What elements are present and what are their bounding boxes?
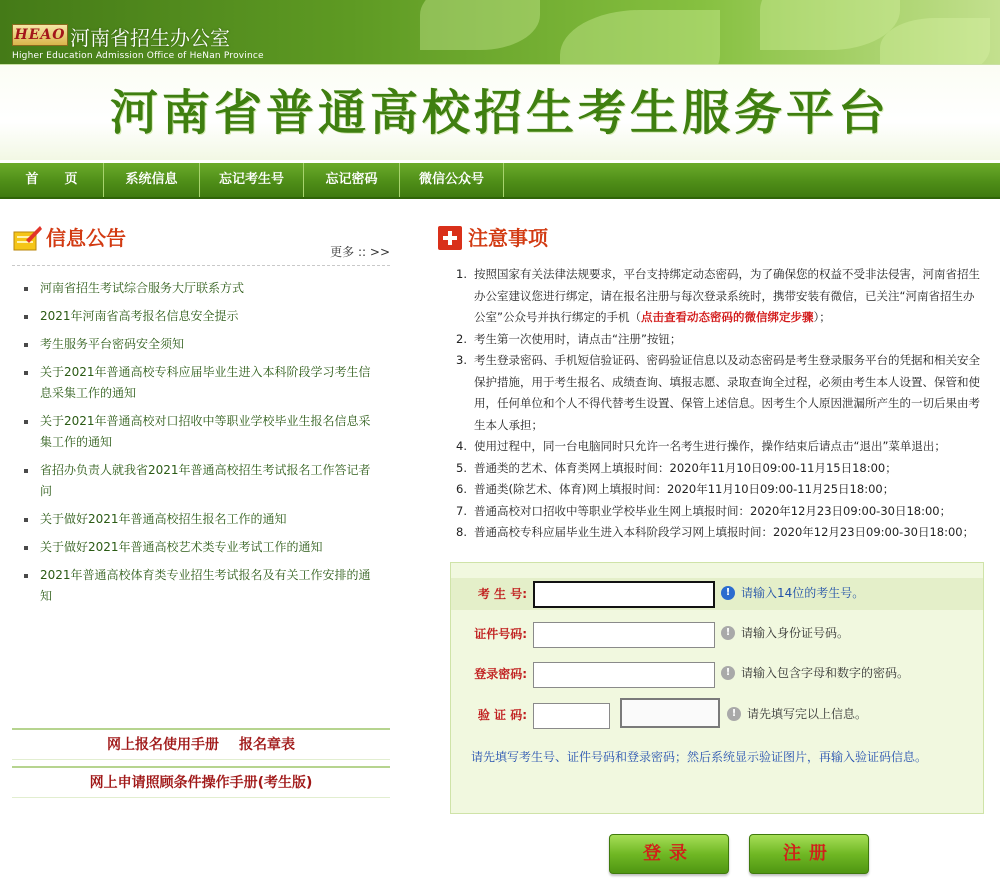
id-number-hint: 请输入身份证号码。 bbox=[741, 626, 850, 640]
exam-number-hint: 请输入14位的考生号。 bbox=[741, 586, 865, 600]
notice-item bbox=[456, 436, 982, 458]
notice-number: 6. bbox=[456, 482, 467, 496]
password-input[interactable] bbox=[533, 662, 715, 688]
captcha-input[interactable] bbox=[533, 703, 610, 729]
notice-item bbox=[456, 479, 982, 501]
notice-item bbox=[456, 350, 982, 436]
notice-number: 8. bbox=[456, 525, 467, 539]
list-item bbox=[22, 362, 382, 404]
registration-forms-link[interactable]: 报名章表 bbox=[239, 737, 295, 753]
list-item bbox=[22, 306, 382, 327]
captcha-instructions: 请先填写考生号、证件号码和登录密码；然后系统显示验证图片，再输入验证码信息。 bbox=[471, 750, 928, 764]
top-banner bbox=[0, 0, 1000, 64]
notice-number: 7. bbox=[456, 503, 467, 518]
wechat-binding-steps-link[interactable]: 点击查看动态密码的微信绑定步骤 bbox=[640, 310, 814, 324]
bullet-icon bbox=[24, 315, 28, 319]
news-link[interactable]: 关于2021年普通高校对口招收中等职业学校毕业生报名信息采集工作的通知 bbox=[40, 414, 371, 449]
nav-system-info[interactable]: 系统信息 bbox=[104, 163, 200, 197]
list-item bbox=[22, 537, 382, 558]
notice-item bbox=[456, 329, 982, 351]
news-link[interactable]: 关于做好2021年普通高校招生报名工作的通知 bbox=[40, 512, 287, 526]
bullet-icon bbox=[24, 343, 28, 347]
more-link[interactable]: 更多 :: >> bbox=[330, 245, 390, 259]
plus-cross-icon bbox=[438, 226, 462, 250]
notice-text: 按照国家有关法律法规要求，平台支持绑定动态密码，为了确保您的权益不受非法侵害，河南省招生办公室建议您进行绑定，请在报名注册与每次登录系统时，携带安装有微信，已关注“河南省招生办公室”公众号并执行绑定的手机（ bbox=[474, 267, 980, 324]
notice-item bbox=[456, 264, 982, 329]
notice-text: 普通高校专科应届毕业生进入本科阶段学习网上填报时间：2020年12月23日09:00-30日18:00； bbox=[474, 525, 975, 539]
captcha-label: 验 证 码: bbox=[477, 708, 527, 722]
notepad-icon bbox=[12, 224, 42, 252]
list-item bbox=[22, 460, 382, 502]
notice-item bbox=[456, 522, 982, 544]
news-link[interactable]: 考生服务平台密码安全须知 bbox=[40, 337, 185, 351]
news-link[interactable]: 关于2021年普通高校专科应届毕业生进入本科阶段学习考生信息采集工作的通知 bbox=[40, 365, 371, 400]
info-icon: ! bbox=[721, 586, 735, 600]
captcha-image[interactable] bbox=[620, 698, 720, 728]
notice-text: 普通类的艺术、体育类网上填报时间：2020年11月10日09:00-11月15日18:00； bbox=[474, 460, 897, 475]
list-item bbox=[22, 334, 382, 355]
notice-text: 考生第一次使用时，请点击“注册”按钮； bbox=[474, 331, 682, 346]
password-hint: 请输入包含字母和数字的密码。 bbox=[741, 666, 910, 680]
notice-list bbox=[456, 264, 982, 544]
exam-number-label: 考 生 号: bbox=[477, 587, 527, 601]
info-announcements-header bbox=[12, 222, 390, 262]
platform-title: 河南省普通高校招生考生服务平台 bbox=[109, 85, 890, 141]
care-conditions-manual-link[interactable]: 网上申请照顾条件操作手册(考生版) bbox=[89, 775, 313, 791]
bullet-icon bbox=[24, 518, 28, 522]
captcha-row bbox=[451, 699, 983, 731]
bullet-icon bbox=[24, 546, 28, 550]
id-number-label: 证件号码: bbox=[474, 627, 527, 641]
list-item bbox=[22, 278, 382, 299]
leaf-decoration bbox=[420, 0, 540, 50]
news-link[interactable]: 关于做好2021年普通高校艺术类专业考试工作的通知 bbox=[40, 540, 323, 554]
bullet-icon bbox=[24, 287, 28, 291]
notice-number: 1. bbox=[456, 267, 467, 281]
main-nav bbox=[0, 163, 1000, 199]
notice-number: 3. bbox=[456, 353, 467, 367]
list-item bbox=[22, 411, 382, 453]
bullet-icon bbox=[24, 574, 28, 578]
news-link[interactable]: 2021年河南省高考报名信息安全提示 bbox=[40, 309, 239, 323]
bullet-icon bbox=[24, 469, 28, 473]
news-list bbox=[22, 278, 382, 614]
captcha-hint: 请先填写完以上信息。 bbox=[747, 707, 868, 721]
registration-manual-link[interactable]: 网上报名使用手册 bbox=[107, 737, 219, 753]
news-link[interactable]: 河南省招生考试综合服务大厅联系方式 bbox=[40, 281, 245, 295]
heao-logo: HEAO bbox=[12, 24, 68, 46]
id-number-row bbox=[451, 618, 983, 650]
bullet-icon bbox=[24, 371, 28, 375]
title-band bbox=[0, 64, 1000, 160]
leaf-decoration bbox=[560, 10, 720, 64]
notice-text-suffix: ）； bbox=[813, 310, 831, 324]
login-button[interactable]: 登录 bbox=[609, 834, 729, 874]
divider bbox=[12, 265, 390, 266]
leaf-decoration bbox=[880, 18, 990, 64]
notice-item bbox=[456, 501, 982, 523]
exam-number-row bbox=[451, 578, 983, 610]
notice-number: 5. bbox=[456, 460, 467, 475]
news-link[interactable]: 2021年普通高校体育类专业招生考试报名及有关工作安排的通知 bbox=[40, 568, 371, 603]
manuals-row bbox=[12, 766, 390, 798]
password-row bbox=[451, 658, 983, 690]
notice-text: 普通类(除艺术、体育)网上填报时间：2020年11月10日09:00-11月25日18:00； bbox=[474, 482, 895, 496]
info-icon: ! bbox=[727, 707, 741, 721]
info-title: 信息公告 bbox=[46, 226, 126, 250]
nav-wechat-account[interactable]: 微信公众号 bbox=[400, 163, 504, 197]
notice-text: 使用过程中，同一台电脑同时只允许一名考生进行操作，操作结束后请点击“退出”菜单退出； bbox=[474, 439, 946, 453]
info-icon: ! bbox=[721, 666, 735, 680]
org-name-english: Higher Education Admission Office of HeNan Province bbox=[12, 51, 264, 61]
notice-number: 2. bbox=[456, 331, 467, 346]
info-icon: ! bbox=[721, 626, 735, 640]
news-link[interactable]: 省招办负责人就我省2021年普通高校招生考试报名工作答记者问 bbox=[40, 463, 371, 498]
notice-number: 4. bbox=[456, 439, 467, 453]
notice-text: 普通高校对口招收中等职业学校毕业生网上填报时间：2020年12月23日09:00-30日18:00； bbox=[474, 503, 952, 518]
login-form bbox=[450, 562, 984, 814]
nav-home[interactable]: 首 页 bbox=[0, 163, 104, 197]
notice-header bbox=[438, 224, 978, 254]
bullet-icon bbox=[24, 420, 28, 424]
list-item bbox=[22, 509, 382, 530]
password-label: 登录密码: bbox=[474, 667, 527, 681]
notice-item bbox=[456, 458, 982, 480]
exam-number-input[interactable] bbox=[533, 581, 715, 608]
list-item bbox=[22, 565, 382, 607]
nav-forgot-password[interactable]: 忘记密码 bbox=[304, 163, 400, 197]
leaf-decoration bbox=[760, 0, 900, 50]
id-number-input[interactable] bbox=[533, 622, 715, 648]
org-name-chinese: 河南省招生办公室 bbox=[70, 26, 230, 50]
notice-title: 注意事项 bbox=[468, 226, 548, 250]
notice-text: 考生登录密码、手机短信验证码、密码验证信息以及动态密码是考生登录服务平台的凭据和相关安全保护措施，用于考生报名、成绩查询、填报志愿、录取查询全过程，必须由考生本人设置、保管和使用，任何单位和个人不得代替考生设置、保管上述信息。因考生个人原因泄漏所产生的一切后果由考生本人承担； bbox=[474, 353, 980, 432]
nav-forgot-exam-number[interactable]: 忘记考生号 bbox=[200, 163, 304, 197]
manuals-row bbox=[12, 728, 390, 760]
register-button[interactable]: 注册 bbox=[749, 834, 869, 874]
